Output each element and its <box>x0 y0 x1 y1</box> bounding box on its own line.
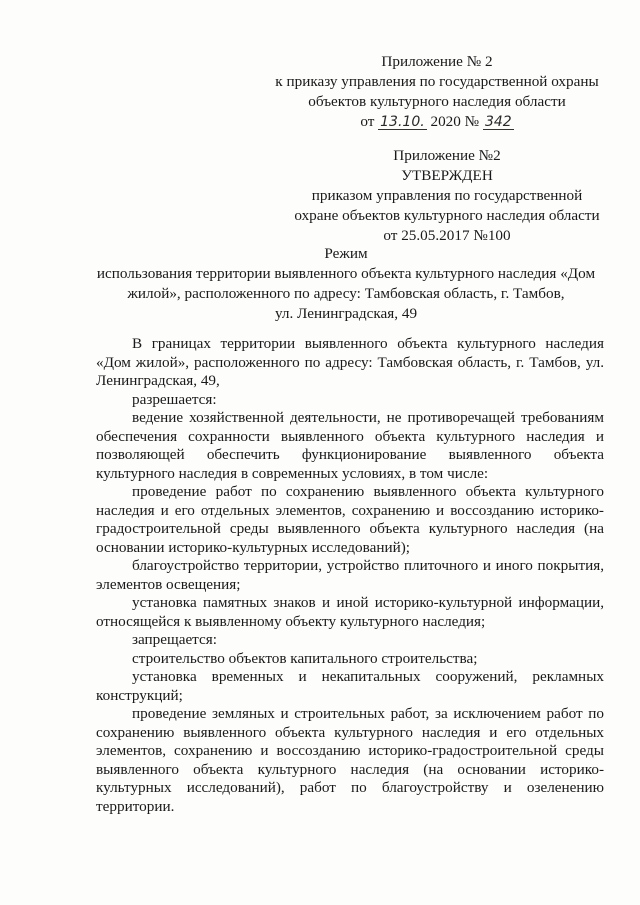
appendix-number: Приложение № 2 <box>381 53 493 70</box>
title-line: ул. Ленинградская, 49 <box>274 305 418 322</box>
approval-stamp: УТВЕРЖДЕН <box>401 167 493 184</box>
body-paragraph: благоустройство территории, устройство плиточного и иного покрытия, элементов освещения; <box>96 557 604 593</box>
handwritten-number: 342 <box>484 114 512 130</box>
date-prefix: от <box>360 113 375 130</box>
handwritten-date: 13.10. <box>380 114 425 130</box>
title-line: жилой», расположенного по адресу: Тамбовская область, г. Тамбов, <box>127 285 565 302</box>
approval-header <box>282 146 612 246</box>
body-paragraph: ведение хозяйственной деятельности, не противоречащей требованиям обеспечения сохранности выявленного объекта культурного наследия и позволяющей обеспечить функционирование выявленного объекта культурного наследия в современных условиях, в том числе: <box>96 409 604 482</box>
body-paragraph: проведение работ по сохранению выявленного объекта культурного наследия и его отдельных элементов, сохранению и воссозданию историко-градостроительной среды выявленного объекта культурного наследия (на основании историко-культурных исследований); <box>96 483 604 556</box>
number-sign: № <box>464 113 480 130</box>
appendix-date-line <box>262 112 612 132</box>
date-year: 2020 <box>430 113 461 130</box>
approval-order-line: охране объектов культурного наследия области <box>294 207 600 224</box>
title-heading: Режим <box>324 245 368 262</box>
approval-order-line: приказом управления по государственной <box>311 187 583 204</box>
appendix-header <box>262 52 612 132</box>
body-paragraph: проведение земляных и строительных работ, за исключением работ по сохранению выявленного объекта культурного наследия и его отдельных элементов, сохранению и воссозданию историко-градостроительной среды выявленного объекта культурного наследия (на основании историко-культурных исследований), работ по благоустройству и озеленению территории. <box>96 705 604 815</box>
body-paragraph: запрещается: <box>132 631 217 648</box>
document-body <box>96 335 604 816</box>
body-paragraph: В границах территории выявленного объекта культурного наследия «Дом жилой», расположенного по адресу: Тамбовская область, г. Тамбов, ул. Ленинградская, 49, <box>96 335 604 389</box>
body-paragraph: разрешается: <box>132 390 217 408</box>
approval-date-line: от 25.05.2017 №100 <box>383 227 511 244</box>
appendix-order-line: объектов культурного наследия области <box>308 93 566 110</box>
document-title <box>86 244 606 324</box>
body-paragraph: установка памятных знаков и иной историко-культурной информации, относящейся к выявленному объекту культурного наследия; <box>96 594 604 630</box>
appendix-order-line: к приказу управления по государственной охраны <box>275 73 599 90</box>
body-paragraph: строительство объектов капитального строительства; <box>132 649 478 667</box>
title-line: использования территории выявленного объекта культурного наследия «Дом <box>96 265 596 282</box>
body-paragraph: установка временных и некапитальных сооружений, рекламных конструкций; <box>96 668 604 704</box>
approval-appendix-number: Приложение №2 <box>393 147 501 164</box>
